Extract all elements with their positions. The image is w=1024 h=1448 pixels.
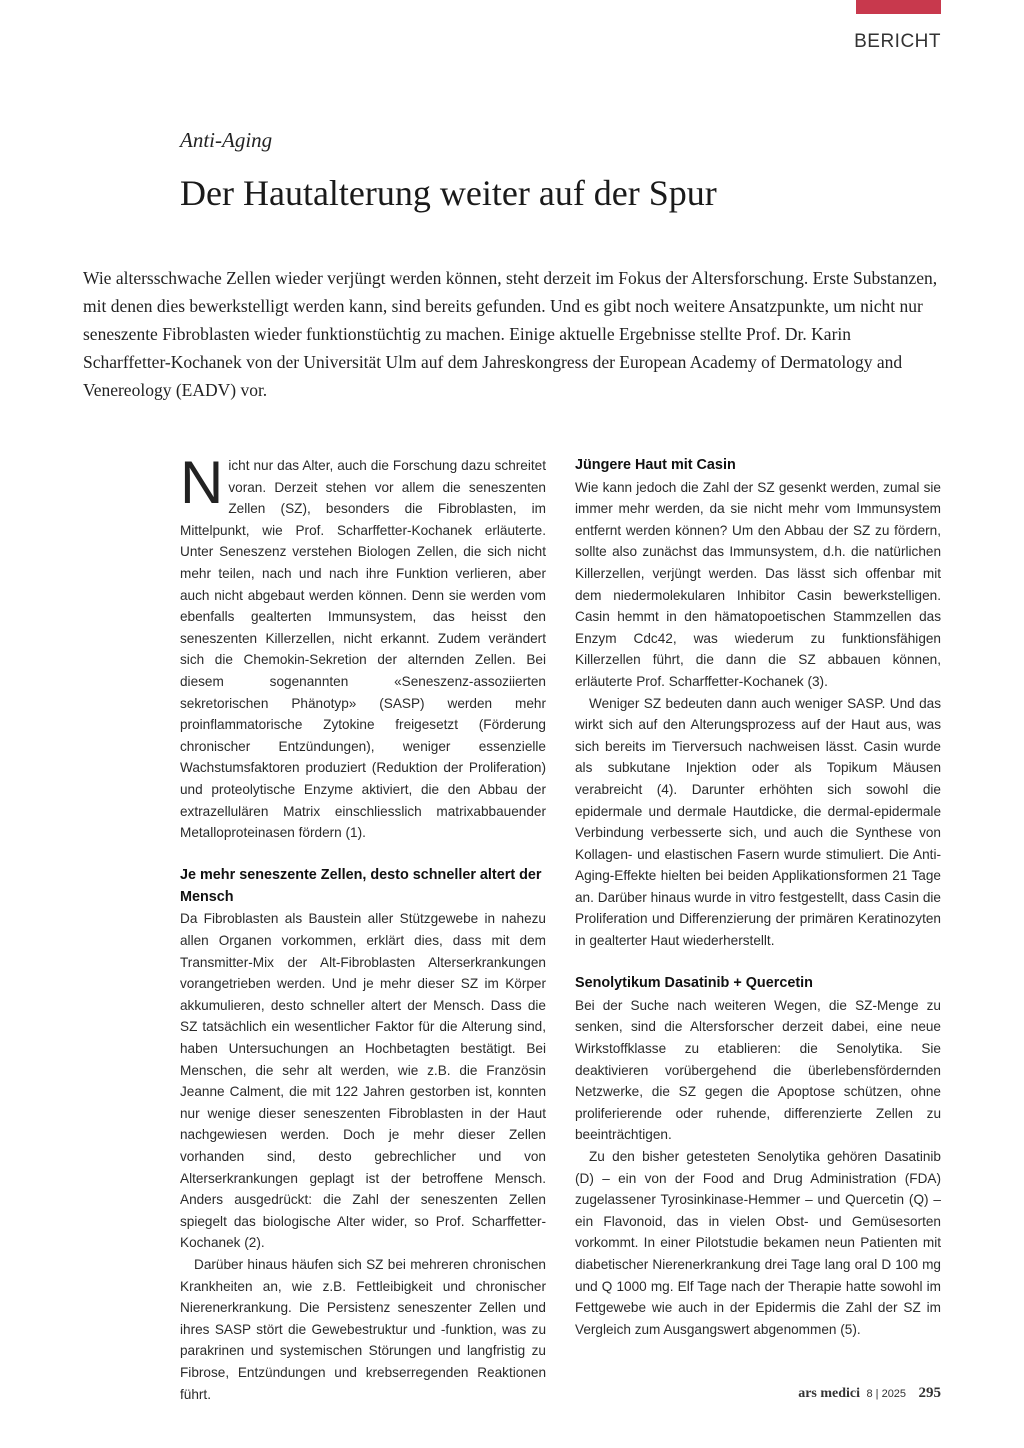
body-paragraph: Da Fibroblasten als Baustein aller Stützgewebe in nahezu allen Organen vorkommen, erklärt dies, dass mit dem Transmitter-Mix der Alt-Fibroblasten Alterserkrankungen vorangetrieben werden. Und je mehr dieser SZ im Körper akkumulieren, desto schneller altert der Mensch. Dass die SZ tatsächlich ein wesentlicher Faktor für die Alterung sind, haben Untersuchungen an Hochbetagten bestätigt. Bei Menschen, die sehr alt werden, wie z.B. die Französin Jeanne Calment, die mit 122 Jahren gestorben ist, konnten nur wenige dieser seneszenten Fibroblasten in der Haut nachgewiesen werden. Doch je mehr dieser Zellen vorhanden sind, desto gebrechlicher und von Alterserkrankungen geplagt ist der betroffene Mensch. Anders ausgedrückt: die Zahl der seneszenten Zellen spiegelt das biologische Alter wider, so Prof. Scharffetter-Kochanek (2). xyxy=(180,911,546,1251)
page-number: 295 xyxy=(918,1385,941,1401)
article-title: Der Hautalterung weiter auf der Spur xyxy=(180,173,717,213)
body-paragraph: Wie kann jedoch die Zahl der SZ gesenkt werden, zumal sie immer mehr werden, da sie nicht mehr vom Immunsystem entfernt werden können? Um den Abbau der SZ zu fördern, sollte also zunächst das Immunsystem, d.h. die natürlichen Killerzellen, verjüngt werden. Das lässt sich offenbar mit dem niedermolekularen Inhibitor Casin bewerkstelligen. Casin hemmt in den hämatopoetischen Stammzellen das Enzym Cdc42, was wiederum zu funktionsfähigen Killerzellen führt, die dann die SZ abbauen können, erläuterte Prof. Scharffetter-Kochanek (3). xyxy=(575,479,941,689)
right-column xyxy=(575,455,941,1340)
subheading-senolytics: Senolytikum Dasatinib + Quercetin xyxy=(575,975,813,992)
issue-number: 8 | 2025 xyxy=(866,1388,907,1400)
body-paragraph-intro xyxy=(180,449,546,844)
subheading-senescent-cells: Je mehr seneszente Zellen, desto schneller altert der Mensch xyxy=(180,867,542,905)
body-paragraph: Weniger SZ bedeuten dann auch weniger SASP. Und das wirkt sich auf den Alterungsprozess auf der Haut aus, was sich bereits im Tierversuch nachweisen lässt. Casin wurde als subkutane Injektion oder als Topikum Mäusen verabreicht (4). Darunter erhöhten sich sowohl die epidermale und dermale Hautdicke, die dermal-epidermale Verbindung verbesserte sich, und auch die Synthese von Kollagen- und elastischen Fasern wurde stimuliert. Die Anti-Aging-Effekte hielten bei beiden Applikationsformen 21 Tage an. Darüber hinaus wurde in vitro festgestellt, dass Casin die Proliferation und Differenzierung der primären Keratinozyten in gealterter Haut wiederherstellt. xyxy=(575,695,941,949)
body-paragraph: Zu den bisher getesteten Senolytika gehören Dasatinib (D) – ein von der Food and Drug Administration (FDA) zugelassener Tyrosinkinase-Hemmer – und Quercetin (Q) – ein Flavonoid, das in vielen Obst- und Gemüsesorten vorkommt. In einer Pilotstudie bekamen neun Patienten mit diabetischer Nierenerkrankung drei Tage lang oral D 100 mg und Q 1000 mg. Elf Tage nach der Therapie hatte sowohl im Fettgewebe wie auch in der Epidermis die Zahl der SZ im Vergleich zum Ausgangswert abgenommen (5). xyxy=(575,1149,941,1337)
page-footer xyxy=(798,1384,941,1402)
journal-name: ars medici xyxy=(798,1386,861,1401)
drop-cap: N xyxy=(180,449,224,516)
body-paragraph: Bei der Suche nach weiteren Wegen, die SZ-Menge zu senken, sind die Altersforscher derzeit dabei, eine neue Wirkstoffklasse zu etablieren: die Senolytika. Sie deaktivieren vorübergehend die überlebensfördernden Netzwerke, die SZ gegen die Apoptose schützen, ohne proliferierende oder ruhende, differenzierte Zellen zu beeinträchtigen. xyxy=(575,997,941,1143)
body-paragraph: Darüber hinaus häufen sich SZ bei mehreren chronischen Krankheiten an, wie z.B. Fettleibigkeit und chronischer Nierenerkrankung. Die Persistenz seneszenter Zellen und ihres SASP stört die Gewebestruktur und -funktion, was zu parakrinen und systemischen Störungen und langfristig zu Fibrose, Entzündungen und krebserregenden Reaktionen führt. xyxy=(180,1256,546,1402)
article-kicker: Anti-Aging xyxy=(180,128,273,152)
subheading-casin: Jüngere Haut mit Casin xyxy=(575,457,736,473)
intro-text: icht nur das Alter, auch die Forschung dazu schreitet voran. Derzeit stehen vor allem die seneszenten Zellen (SZ), besonders die Fibroblasten, im Mittelpunkt, wie Prof. Scharffetter-Kochanek erläuterte. Unter Seneszenz verstehen Biologen Zellen, die sich nicht mehr teilen, nach und nach ihre Funktion verlieren, aber auch nicht abgebaut werden können. Denn sie werden vom ebenfalls gealterten Immunsystem, das heisst den seneszenten Killerzellen, nicht erkannt. Zudem verändert sich die Chemokin-Sekretion der alternden Zellen. Bei diesem sogenannten «Seneszenz-assoziierten sekretorischen Phänotyp» (SASP) werden mehr proinflammatorische Zytokine freigesetzt (Förderung chronischer Entzündungen), weniger essenzielle Wachstumsfaktoren produziert (Reduktion der Proliferation) und proteolytische Enzyme aktiviert, die den Abbau der extrazellulären Matrix einschliesslich matrixabbauender Metalloproteinasen fördern (1). xyxy=(180,458,546,841)
section-accent-bar xyxy=(856,0,941,14)
left-column xyxy=(180,449,546,1405)
article-lead: Wie altersschwache Zellen wieder verjüngt werden können, steht derzeit im Fokus der Altersforschung. Erste Substanzen, mit denen dies bewerkstelligt werden kann, sind bereits gefunden. Und es gibt noch weitere Ansatzpunkte, um nicht nur seneszente Fibroblasten wieder funktionstüchtig zu machen. Einige aktuelle Ergebnisse stellte Prof. Dr. Karin Scharffetter-Kochanek von der Universität Ulm auf dem Jahreskongress der European Academy of Dermatology and Venereology (EADV) vor. xyxy=(83,268,938,400)
section-label: BERICHT xyxy=(854,31,941,52)
